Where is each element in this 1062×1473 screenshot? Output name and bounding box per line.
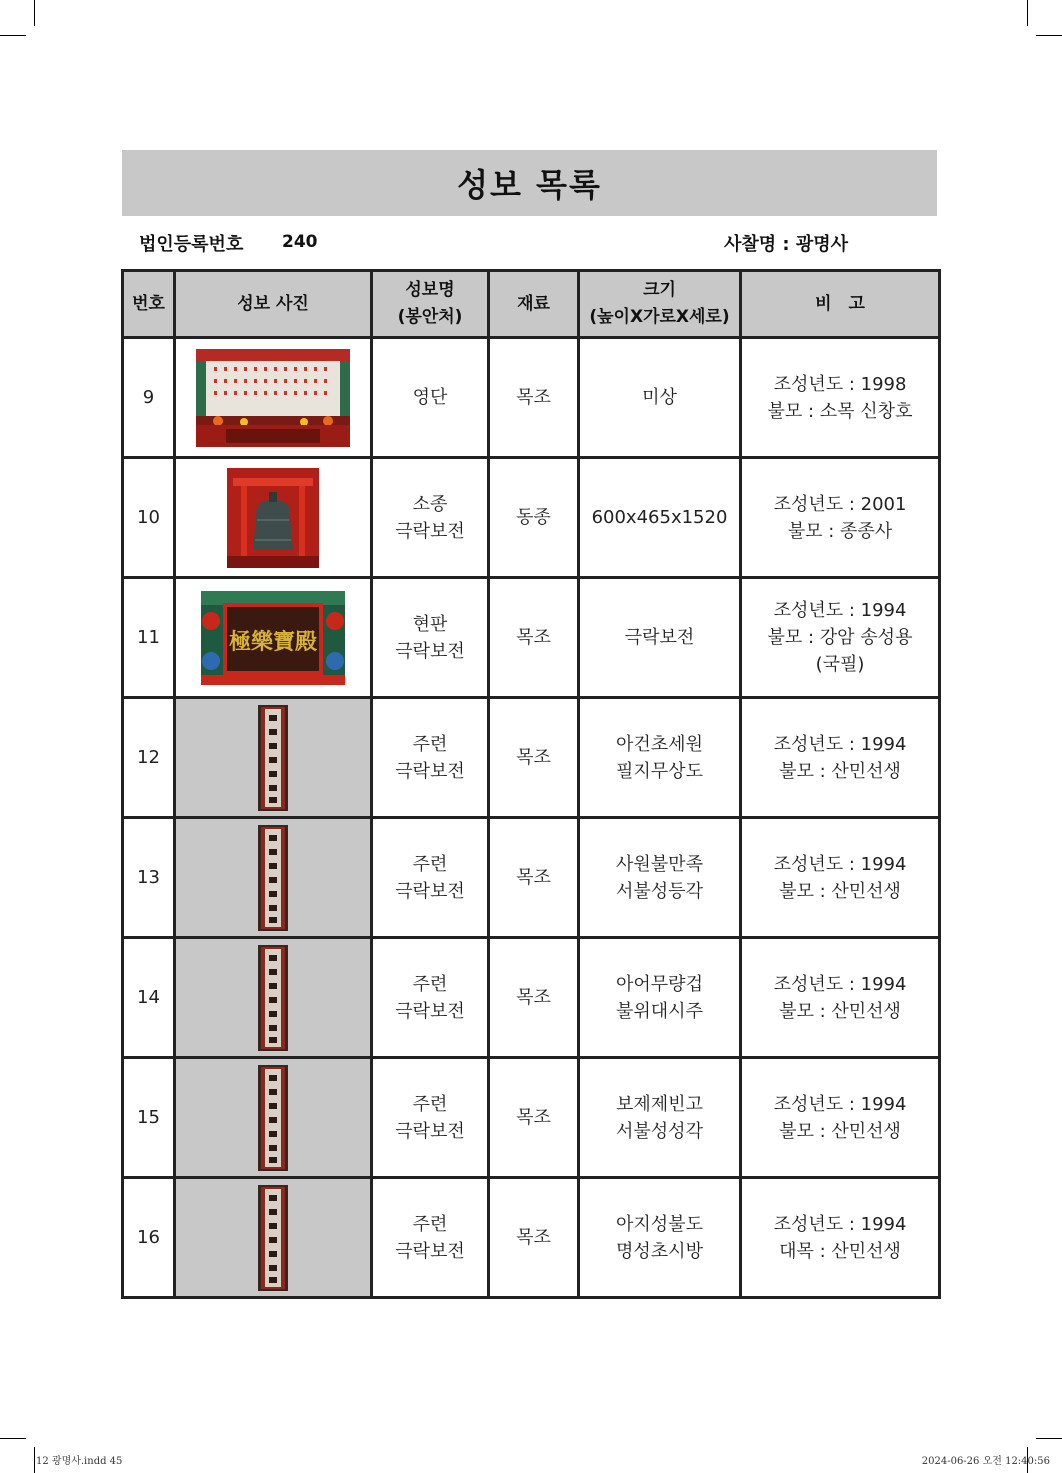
relic-size: 미상 [579, 338, 741, 458]
relic-material: 목조 [489, 698, 579, 818]
registration-label: 법인등록번호 [139, 234, 244, 255]
yeongdan-altar-photo [196, 349, 350, 447]
pillar-couplet-photo [258, 1185, 288, 1291]
photo-cell [175, 458, 372, 578]
relic-material: 목조 [489, 1178, 579, 1298]
photo-cell [175, 938, 372, 1058]
header-material: 재료 [489, 271, 579, 338]
row-number: 13 [123, 818, 175, 938]
table-row [123, 1178, 940, 1298]
relic-size: 600x465x1520 [579, 458, 741, 578]
photo-cell [175, 818, 372, 938]
header-note: 비 고 [741, 271, 940, 338]
header-number: 번호 [123, 271, 175, 338]
temple-name: 사찰명 : 광명사 [724, 234, 849, 255]
relic-note: 조성년도 : 2001 불모 : 종종사 [741, 458, 940, 578]
relic-name: 주련 극락보전 [372, 818, 489, 938]
relic-name: 주련 극락보전 [372, 1178, 489, 1298]
page-title: 성보 목록 [457, 166, 602, 204]
relic-note: 조성년도 : 1994 불모 : 산민선생 [741, 1058, 940, 1178]
pillar-couplet-photo [258, 825, 288, 931]
relic-size: 사원불만족 서불성등각 [579, 818, 741, 938]
table-row [123, 1058, 940, 1178]
table-row [123, 458, 940, 578]
table-row [123, 698, 940, 818]
signboard-text: 極樂寶殿 [228, 628, 318, 655]
relic-name: 소종 극락보전 [372, 458, 489, 578]
header-size: 크기 (높이X가로X세로) [579, 271, 741, 338]
photo-cell [175, 578, 372, 698]
row-number: 14 [123, 938, 175, 1058]
pillar-couplet-photo [258, 945, 288, 1051]
relic-material: 목조 [489, 338, 579, 458]
relic-note: 조성년도 : 1994 불모 : 산민선생 [741, 698, 940, 818]
row-number: 9 [123, 338, 175, 458]
table-row [123, 818, 940, 938]
row-number: 12 [123, 698, 175, 818]
row-number: 10 [123, 458, 175, 578]
footer-timestamp: 2024-06-26 오전 12:40:56 [921, 1456, 1050, 1467]
crop-mark [1036, 1438, 1062, 1439]
crop-mark [1036, 35, 1062, 36]
crop-mark [34, 0, 35, 26]
relic-name: 현판 극락보전 [372, 578, 489, 698]
photo-cell [175, 1058, 372, 1178]
relic-size: 아어무량겁 불위대시주 [579, 938, 741, 1058]
relic-name: 영단 [372, 338, 489, 458]
bronze-bell-photo [227, 468, 319, 568]
relic-material: 동종 [489, 458, 579, 578]
relic-note: 조성년도 : 1998 불모 : 소목 신창호 [741, 338, 940, 458]
relic-name: 주련 극락보전 [372, 698, 489, 818]
relic-size: 아건초세원 필지무상도 [579, 698, 741, 818]
crop-mark [1027, 0, 1028, 26]
crop-mark [34, 1447, 35, 1473]
table-row [123, 578, 940, 698]
pillar-couplet-photo [258, 705, 288, 811]
relic-name: 주련 극락보전 [372, 1058, 489, 1178]
photo-cell [175, 338, 372, 458]
row-number: 16 [123, 1178, 175, 1298]
crop-mark [0, 35, 26, 36]
relic-size: 아지성불도 명성초시방 [579, 1178, 741, 1298]
relic-note: 조성년도 : 1994 대목 : 산민선생 [741, 1178, 940, 1298]
photo-cell [175, 1178, 372, 1298]
relic-material: 목조 [489, 578, 579, 698]
title-bar [122, 150, 937, 216]
relic-size: 보제제빈고 서불성성각 [579, 1058, 741, 1178]
table-row [123, 338, 940, 458]
relic-note: 조성년도 : 1994 불모 : 산민선생 [741, 938, 940, 1058]
row-number: 15 [123, 1058, 175, 1178]
photo-cell [175, 698, 372, 818]
signboard-photo [201, 591, 345, 685]
pillar-couplet-photo [258, 1065, 288, 1171]
relic-material: 목조 [489, 938, 579, 1058]
footer-file-info: 12 광명사.indd 45 [36, 1456, 123, 1467]
table-header-row [123, 271, 940, 338]
registration-number: 240 [282, 232, 318, 252]
table-row [123, 938, 940, 1058]
relic-size: 극락보전 [579, 578, 741, 698]
relic-material: 목조 [489, 818, 579, 938]
relic-note: 조성년도 : 1994 불모 : 강암 송성용 (국필) [741, 578, 940, 698]
relic-note: 조성년도 : 1994 불모 : 산민선생 [741, 818, 940, 938]
relic-material: 목조 [489, 1058, 579, 1178]
relic-table [121, 269, 941, 1299]
header-name: 성보명 (봉안처) [372, 271, 489, 338]
row-number: 11 [123, 578, 175, 698]
header-photo: 성보 사진 [175, 271, 372, 338]
crop-mark [0, 1438, 26, 1439]
relic-name: 주련 극락보전 [372, 938, 489, 1058]
